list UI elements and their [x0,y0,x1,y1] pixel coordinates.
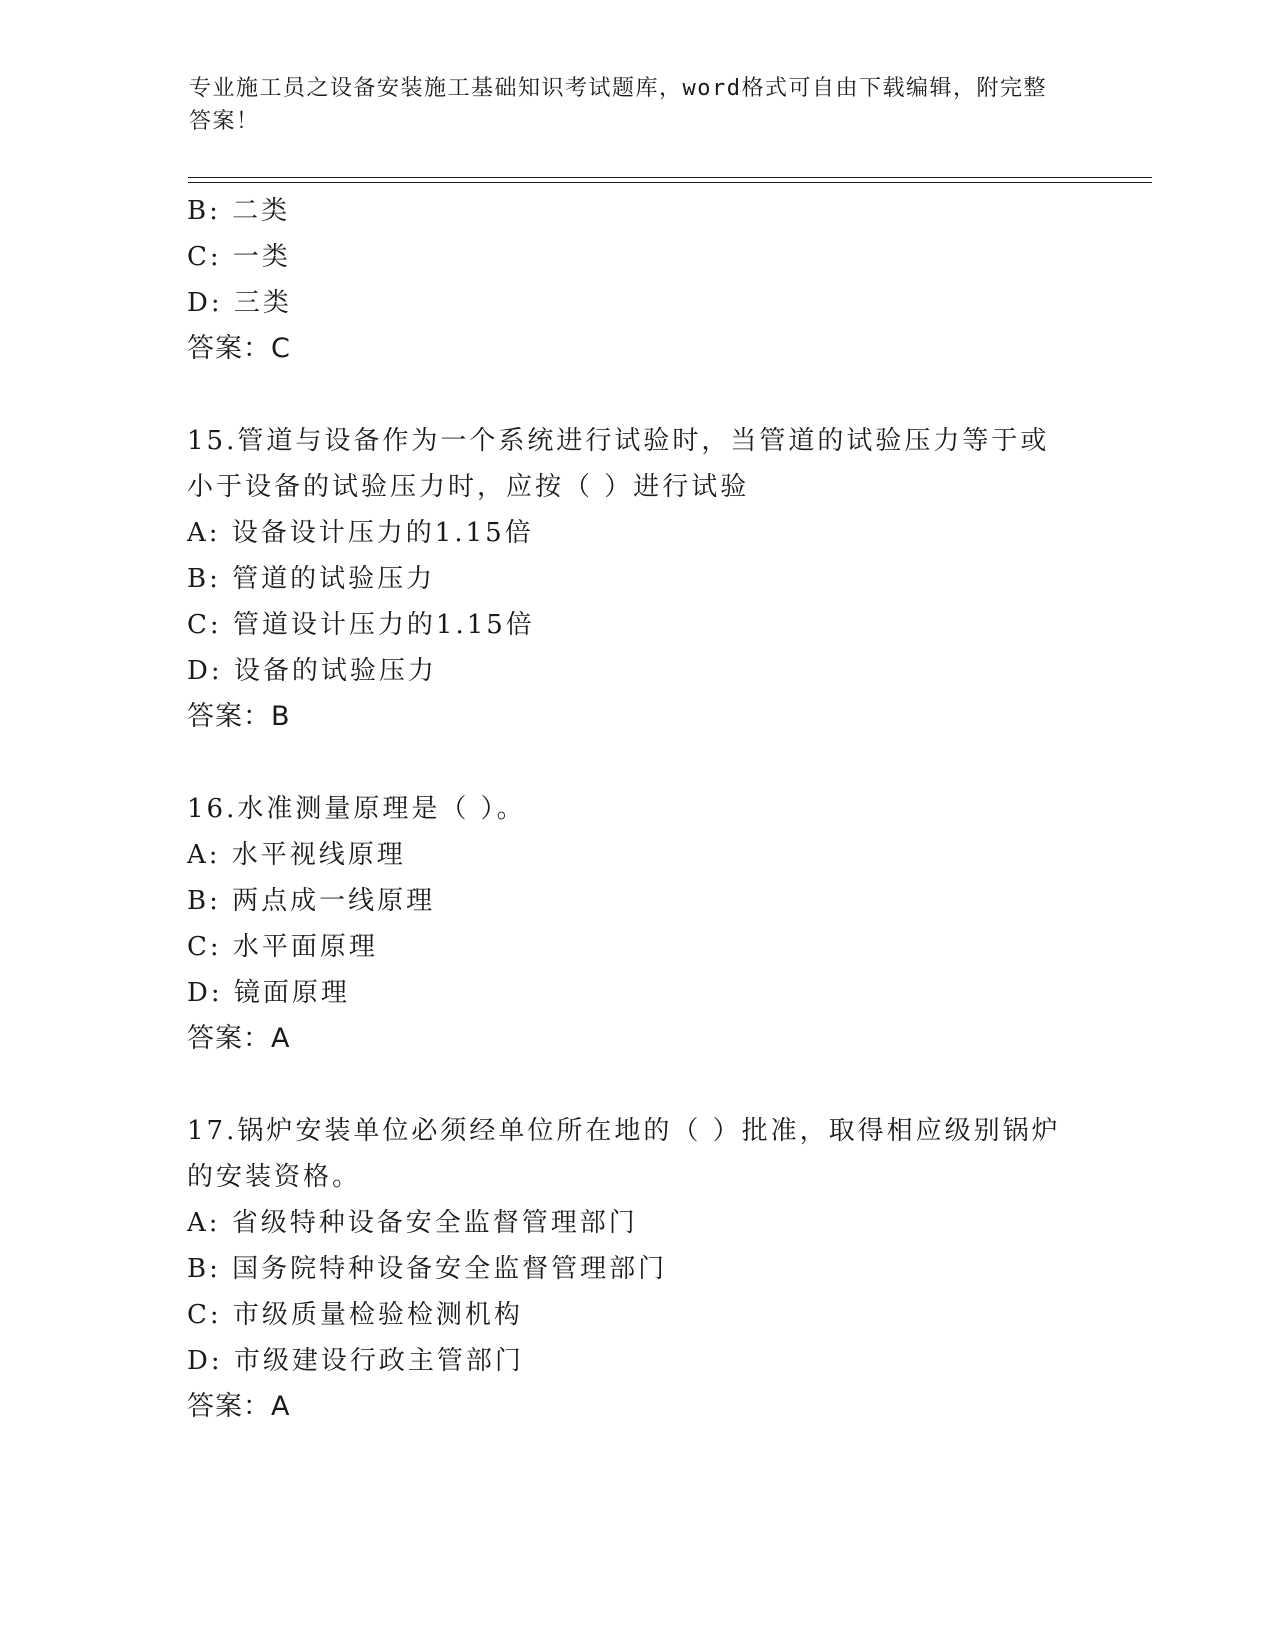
option-b: B: 国务院特种设备安全监督管理部门 [187,1254,668,1284]
option-c: C: 水平面原理 [187,932,378,962]
question-text: 15.管道与设备作为一个系统进行试验时，当管道的试验压力等于或小于设备的试验压力时，应按（ ）进行试验 [187,426,1050,502]
option-a: A: 省级特种设备安全监督管理部门 [187,1208,638,1238]
option-c: C: 管道设计压力的1.15倍 [187,610,535,640]
question-spacer [187,1062,1087,1108]
question-text: 16.水准测量原理是（ ）。 [187,794,526,824]
option-b: B: 两点成一线原理 [187,886,436,916]
option-d: D: 三类 [187,288,292,318]
option-a: A: 水平视线原理 [187,840,406,870]
question-text: 17.锅炉安装单位必须经单位所在地的（ ）批准，取得相应级别锅炉的安装资格。 [187,1116,1061,1192]
header-rule-top [188,177,1152,178]
question-spacer [187,372,1087,418]
option-c: C: 一类 [187,242,291,272]
question-15 [187,418,1087,740]
option-b: B: 管道的试验压力 [187,564,436,594]
option-a: A: 设备设计压力的1.15倍 [187,518,534,548]
header-rule-bottom [188,182,1152,183]
question-list [187,188,1087,1430]
question-spacer [187,740,1087,786]
option-b: B: 二类 [187,196,291,226]
answer-line: 答案：C [187,333,291,364]
option-d: D: 设备的试验压力 [187,656,437,686]
question-17 [187,1108,1087,1430]
option-d: D: 镜面原理 [187,978,350,1008]
answer-line: 答案：A [187,1391,291,1422]
option-c: C: 市级质量检验检测机构 [187,1300,523,1330]
answer-line: 答案：A [187,1023,291,1054]
partial-question [187,188,1087,372]
option-d: D: 市级建设行政主管部门 [187,1346,524,1376]
question-16 [187,786,1087,1062]
document-header: 专业施工员之设备安装施工基础知识考试题库，word格式可自由下载编辑，附完整答案！ [189,76,1047,134]
answer-line: 答案：B [187,701,291,732]
